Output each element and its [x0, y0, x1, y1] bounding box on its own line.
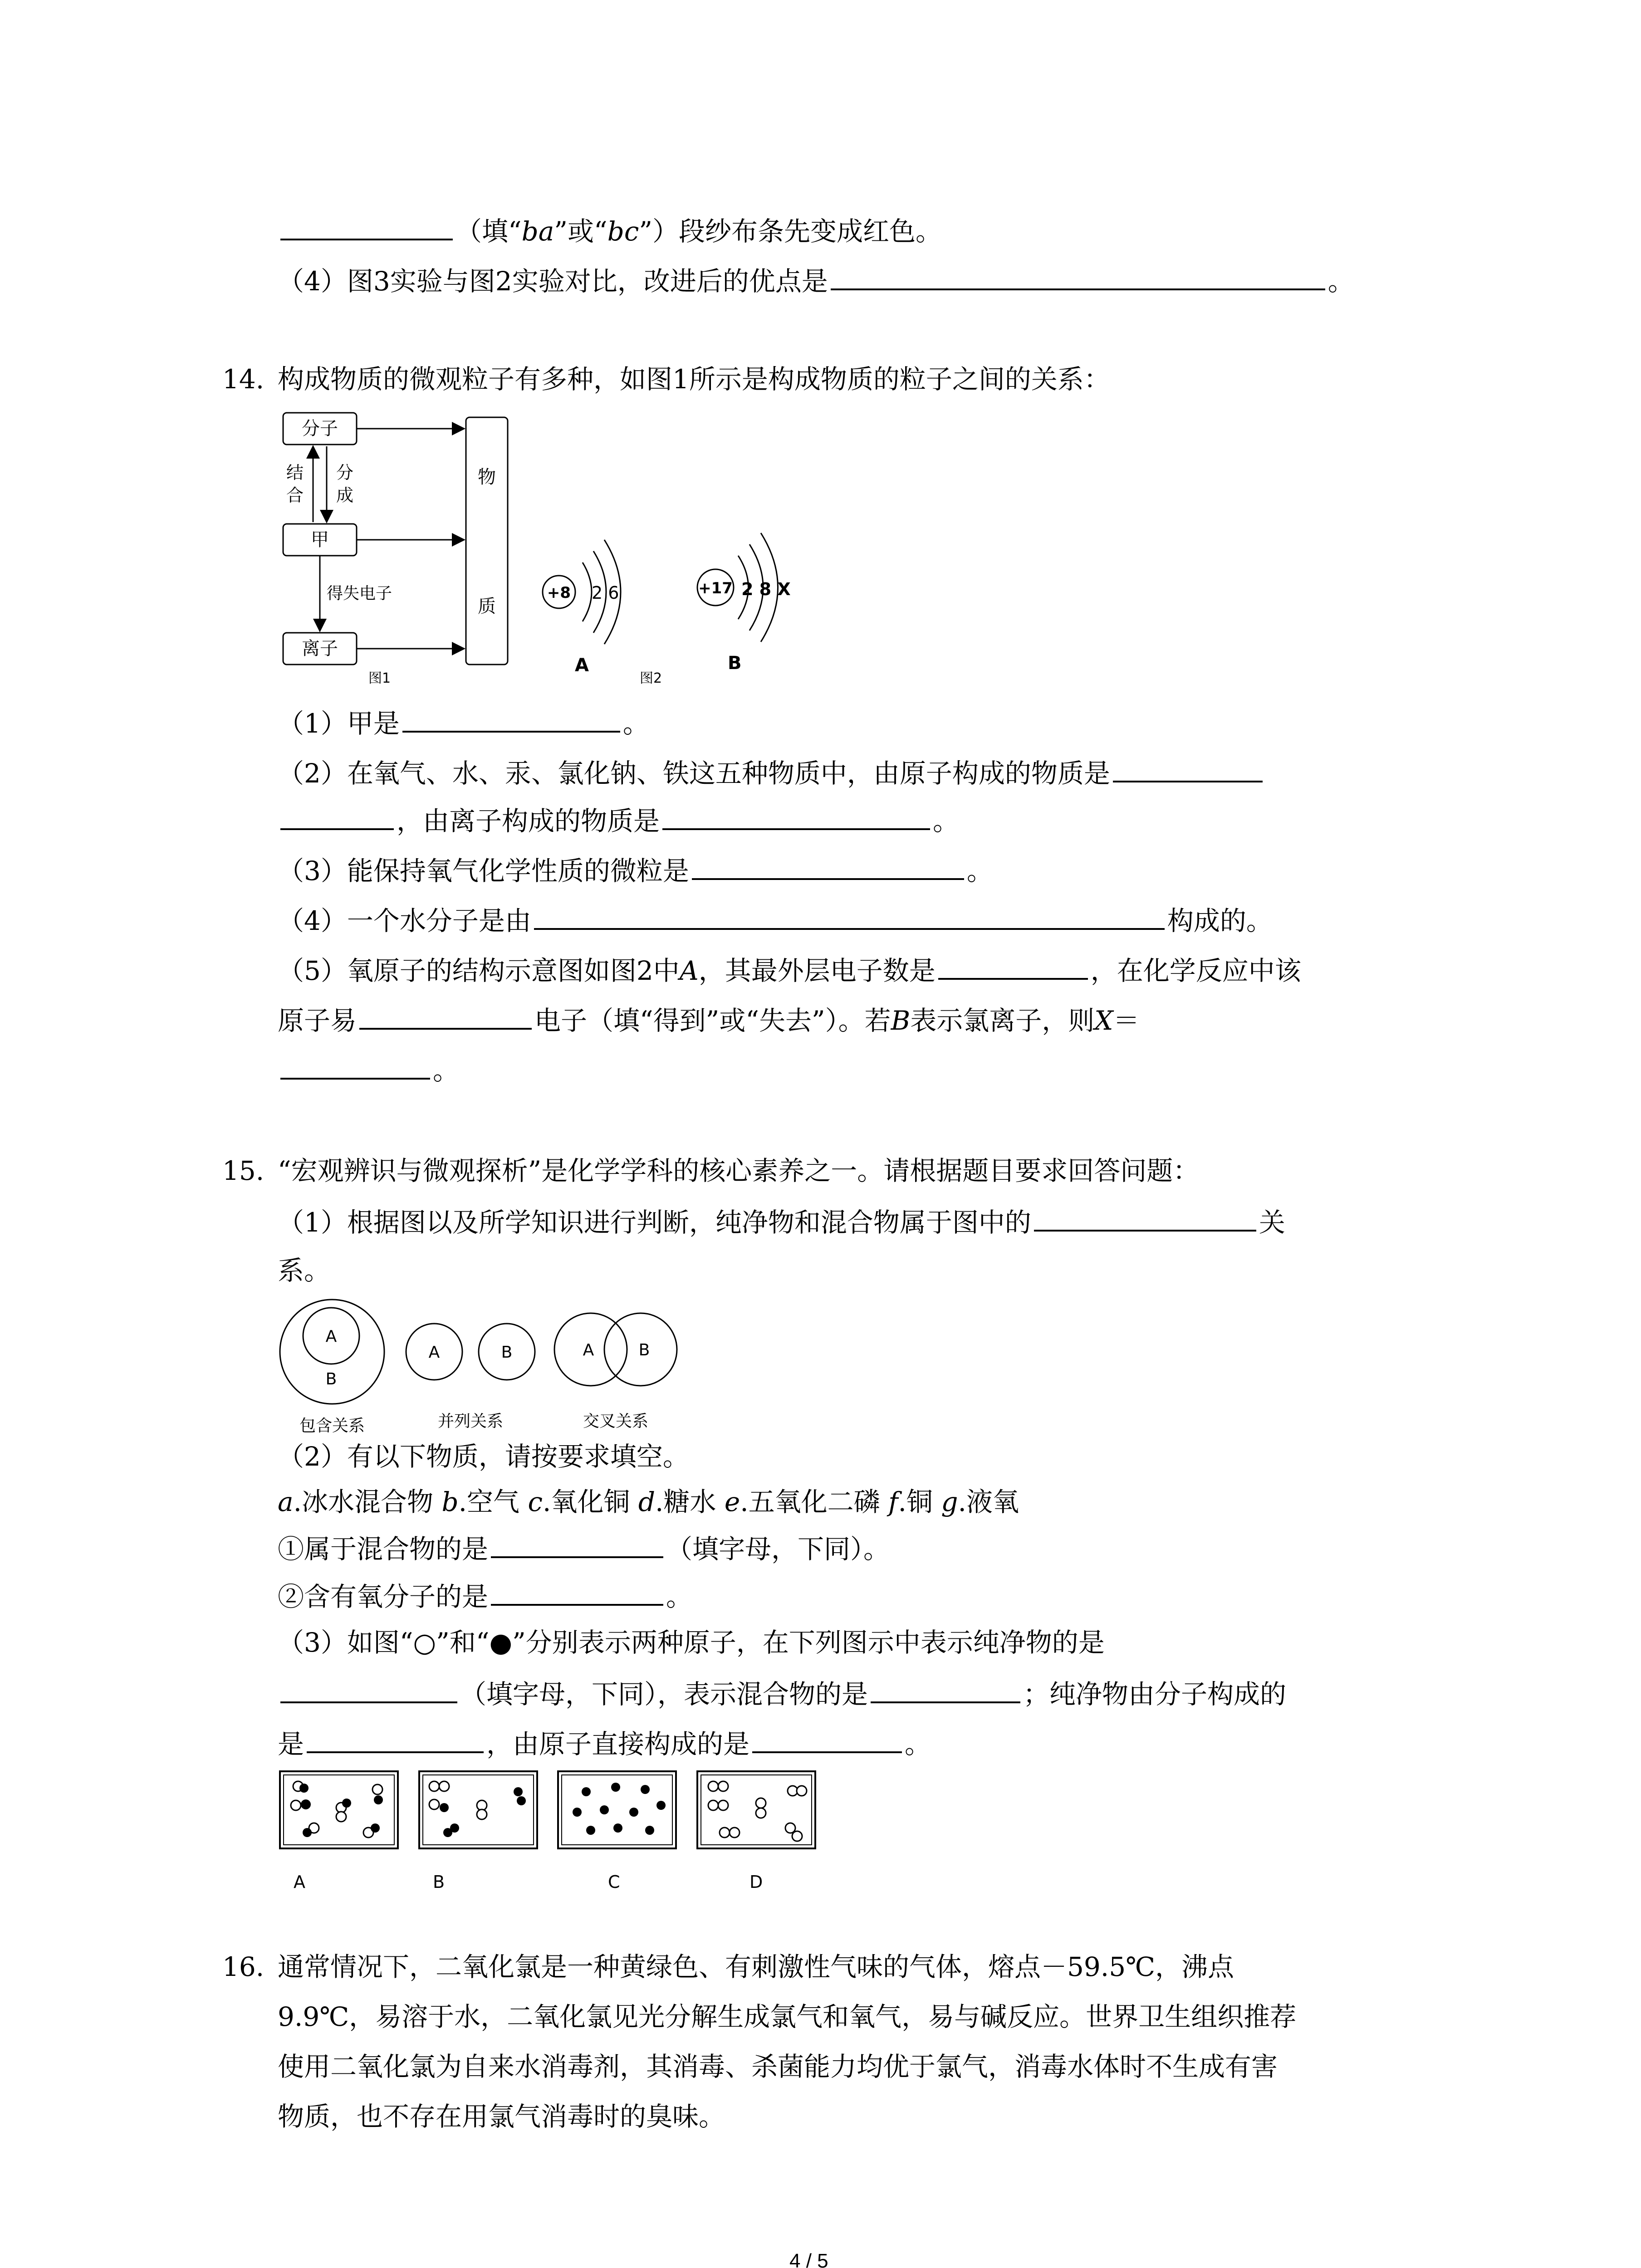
question-intro: “宏观辨识与微观探析”是化学学科的核心素养之一。请根据题目要求回答问题： [278, 1155, 1200, 1186]
box-b [419, 1771, 537, 1892]
box-jia-label: 甲 [311, 529, 329, 550]
answer-blank[interactable] [280, 803, 394, 830]
q15-part3a: （3）如图“○”和“●”分别表示两种原子，在下列图示中表示纯净物的是 [278, 1627, 1105, 1658]
answer-blank[interactable] [402, 705, 620, 733]
svg-text:B: B [501, 1343, 513, 1362]
box-d [697, 1771, 815, 1892]
q14-part2a: （2）在氧气、水、汞、氯化钠、铁这五种物质中，由原子构成的物质是 [278, 755, 1265, 790]
answer-blank[interactable] [752, 1726, 902, 1753]
q15-part3b: （填字母，下同），表示混合物的是 ；纯净物由分子构成的 [278, 1676, 1286, 1711]
q16-line-4: 物质，也不存在用氯气消毒时的臭味。 [278, 2101, 725, 2132]
answer-blank[interactable] [359, 1002, 532, 1030]
q15-sub1: ①属于混合物的是 （填字母，下同）。 [278, 1531, 890, 1565]
q14-part4: （4）一个水分子是由 构成的。 [278, 903, 1273, 937]
question-number: 15. [222, 1155, 265, 1186]
answer-blank[interactable] [1113, 755, 1263, 782]
venn-relations-figure [278, 1290, 709, 1440]
svg-text:B: B [433, 1872, 445, 1892]
answer-blank[interactable] [280, 213, 453, 240]
q15-substance-list: a.冰水混合物 b.空气 c.氧化铜 d.糖水 e.五氧化二磷 f.铜 g.液氧 [278, 1486, 1019, 1517]
oxygen-atom-diagram [543, 540, 621, 676]
q15-part1b: 系。 [278, 1255, 331, 1286]
box-c [558, 1771, 676, 1892]
particle-relation-figure [278, 399, 813, 689]
answer-blank[interactable] [280, 1676, 457, 1703]
q14-part5c: 。 [278, 1052, 459, 1087]
answer-blank[interactable] [491, 1579, 663, 1606]
question-number: 16. [222, 1951, 265, 1982]
box-substance [466, 417, 508, 665]
svg-text:A: A [294, 1872, 305, 1892]
cross-caption: 交叉关系 [583, 1412, 649, 1431]
box-molecule-label: 分子 [302, 418, 338, 439]
q13-continuation: （填“ba”或“bc”）段纱布条先变成红色。 [278, 213, 942, 248]
parallel-caption: 并列关系 [437, 1412, 504, 1431]
svg-text:成: 成 [336, 485, 354, 505]
q15-sub2: ②含有氧分子的是 。 [278, 1579, 692, 1613]
q16-line-3: 使用二氧化氯为自来水消毒剂，其消毒、杀菌能力均优于氯气，消毒水体时不生成有害 [278, 2051, 1278, 2082]
answer-blank[interactable] [662, 803, 930, 830]
svg-text:结: 结 [286, 463, 304, 483]
svg-text:B: B [325, 1370, 337, 1388]
svg-text:A: A [325, 1327, 337, 1346]
svg-text:B: B [728, 653, 742, 674]
q16-line-1: 通常情况下，二氧化氯是一种黄绿色、有刺激性气味的气体，熔点－59.5℃，沸点 [278, 1951, 1234, 1982]
svg-text:2 8 X: 2 8 X [741, 579, 791, 599]
q14-part1: （1）甲是 。 [278, 705, 649, 740]
svg-text:2 6: 2 6 [592, 583, 619, 603]
svg-text:得失电子: 得失电子 [327, 584, 392, 603]
q14-part3: （3）能保持氧气化学性质的微粒是 。 [278, 853, 993, 887]
q15-part2: （2）有以下物质，请按要求填空。 [278, 1441, 689, 1472]
q13-part4: （4）图3实验与图2实验对比，改进后的优点是 。 [278, 263, 1354, 298]
question-number: 14. [222, 364, 265, 395]
svg-text:C: C [608, 1872, 620, 1892]
svg-text:+17: +17 [698, 579, 733, 597]
answer-blank[interactable] [938, 953, 1088, 980]
svg-text:A: A [575, 655, 589, 676]
q15-part3c: 是 ，由原子直接构成的是 。 [278, 1726, 931, 1760]
q14-part5b: 原子易 电子（填“得到”或“失去”）。若B表示氯离子，则X＝ [278, 1002, 1140, 1037]
answer-blank[interactable] [280, 1052, 430, 1080]
inclusion-caption: 包含关系 [299, 1417, 365, 1435]
figure-2-caption: 图2 [640, 670, 662, 686]
box-ion-label: 离子 [302, 638, 338, 659]
answer-blank[interactable] [307, 1726, 484, 1753]
svg-text:合: 合 [286, 485, 304, 505]
box-a [280, 1771, 398, 1892]
answer-blank[interactable] [534, 903, 1165, 930]
page-number: 4 / 5 [789, 2250, 828, 2268]
box-substance-label-1: 物 [478, 467, 496, 488]
svg-text:D: D [749, 1872, 763, 1892]
svg-text:A: A [428, 1343, 440, 1362]
svg-text:A: A [583, 1341, 594, 1359]
chlorine-ion-diagram [697, 533, 791, 674]
answer-blank[interactable] [692, 853, 964, 880]
answer-blank[interactable] [491, 1531, 663, 1558]
answer-blank[interactable] [1034, 1204, 1256, 1232]
q16-line-2: 9.9℃，易溶于水，二氧化氯见光分解生成氯气和氧气，易与碱反应。世界卫生组织推荐 [278, 2001, 1297, 2032]
box-substance-label-2: 质 [478, 596, 496, 617]
q14-part5a: （5）氧原子的结构示意图如图2中A，其最外层电子数是 ，在化学反应中该 [278, 953, 1301, 987]
question-intro: 构成物质的微观粒子有多种，如图1所示是构成物质的粒子之间的关系： [278, 364, 1110, 395]
answer-blank[interactable] [871, 1676, 1020, 1703]
svg-text:分: 分 [336, 463, 354, 483]
svg-text:+8: +8 [547, 584, 571, 602]
figure-1-caption: 图1 [368, 670, 391, 686]
q15-part1a: （1）根据图以及所学知识进行判断，纯净物和混合物属于图中的 关 [278, 1204, 1285, 1239]
answer-blank[interactable] [831, 263, 1325, 290]
svg-text:B: B [638, 1341, 650, 1359]
q14-part2b: ，由离子构成的物质是 。 [278, 803, 959, 837]
particle-boxes-figure [278, 1769, 822, 1905]
